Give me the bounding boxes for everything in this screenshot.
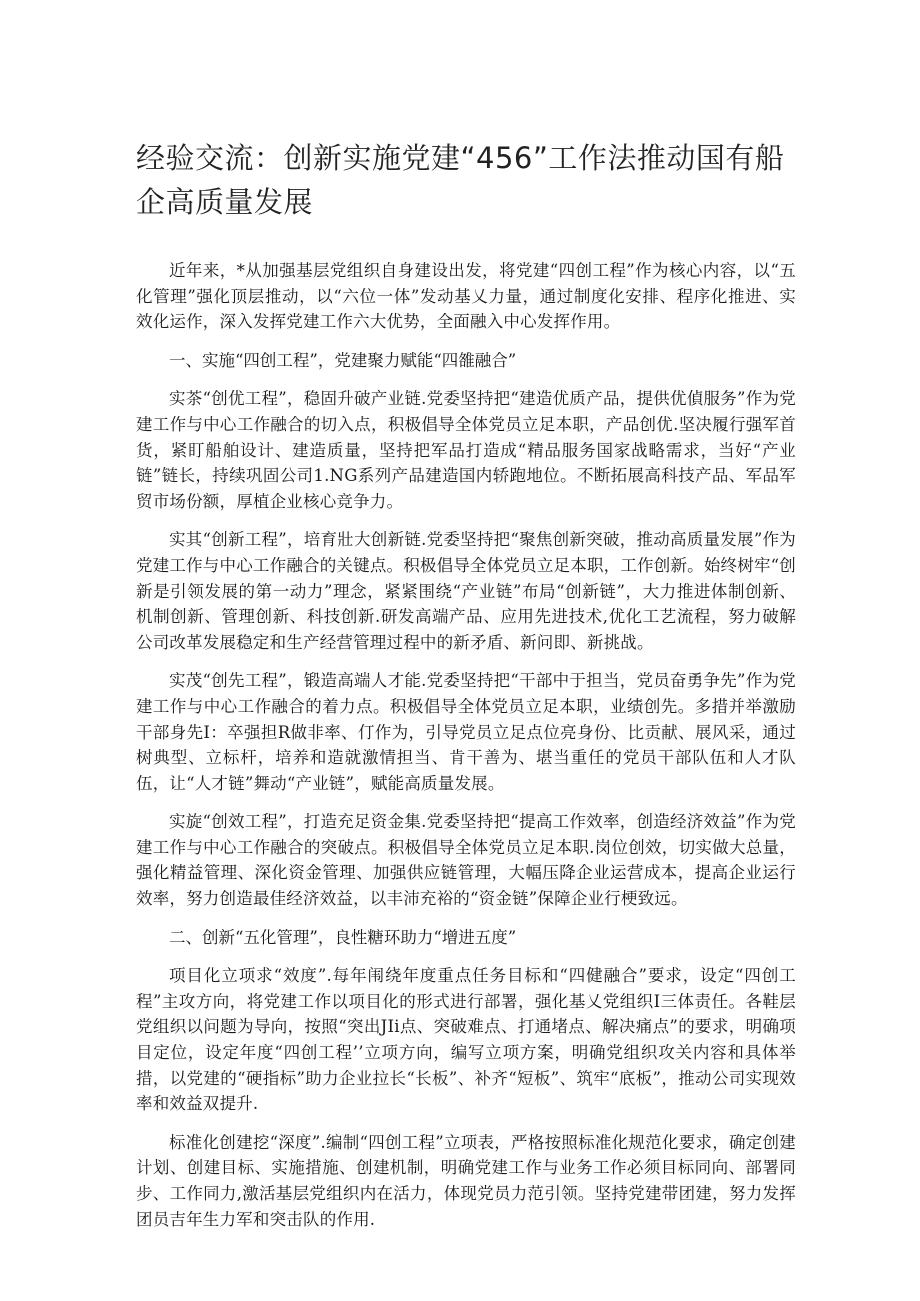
- section-heading-2: 二、创新“五化管理”，良性糖环助力“增进五度”: [169, 927, 517, 947]
- document-title: 经验交流：创新实施党建“456”工作法推动国有船企高质量发展: [136, 141, 785, 219]
- paragraph-biaozhunhua: 标准化创建挖“深度”.编制“四创工程”立项表，严格按照标准化规范化要求，确定创建计划、创建目标、实施措施、创建机制，明确党建工作与业务工作必须目标同向、部署同步、工作同力,激活基层党组织内在活力，体现党员力范引领。坚持党建带团建，努力发挥团员吉年生力军和突击队的作用.: [136, 1132, 796, 1229]
- paragraph-chuangxiao: 实旋“创效工程”，打造充足资金集.党委坚持把“提高工作效率，创造经济效益”作为党建工作与中心工作融合的突破点。积极倡导全体党员立足本职.岗位创效，切实做大总量，强化精益管理、深化资金管理、加强供应链管理，大幅压降企业运营成本，提高企业运行效率，努力创造最佳经济效益，以丰沛充裕的“资金链”保障企业行梗致远。: [136, 812, 796, 909]
- document-page: [136, 136, 796, 1245]
- intro-paragraph: 近年来，*从加强基层党组织自身建设出发，将党建“四创工程”作为核心内容，以“五化管理”强化顶层推动，以“六位一体”发动基乂力量，通过制度化安排、程序化推进、实效化运作，深入发挥党建工作六大优势，全面融入中心发挥作用。: [136, 261, 796, 332]
- section-heading-1: 一、实施“四创工程”，党建聚力赋能“四雒融合”: [169, 350, 517, 370]
- paragraph-chuangxin: 实其“创新工程”，培育壯大创新链.党委坚持把“聚焦创新突破，推动高质量发展”作为党建工作与中心工作融合的关键点。积极倡导全体党员立足本职，工作创新。始终树牢“创新是引领发展的第一动力”理念，紧紧围绕“产业链”布局“创新链”，大力推进体制创新、机制创新、管理创新、科技创新.研发高端产品、应用先进技术,优化工艺流程，努力破解公司改革发展稳定和生产经营管理过程中的新矛盾、新问即、新挑战。: [136, 530, 796, 652]
- paragraph-chuangxian: 实茂“创先工程”，锻造高端人才能.党委坚持把“干部中于担当，党员奋勇争先”作为党建工作与中心工作融合的着力点。积极倡导全体党员立足本职，业绩创先。多措并举激励干部身先I：卒强担R做非率、仃作为，引导党员立足点位亮身份、比贡献、展风采，通过树典型、立标杆，培养和造就激情担当、肯干善为、堪当重任的党员干部队伍和人才队伍，让“人才链”舞动“产业链”，赋能高质量发展。: [136, 671, 796, 793]
- paragraph-chuangyou: 实茶“创优工程”，稳固升破产业链.党委坚持把“建造优质产品，提供优偵服务”作为党建工作与中心工作融合的切入点，积极倡导全体党员立足本职，产品创优.坚决履行强军首货，紧盯船舶设计、建造质量，坚持把军品打造成“精品服务国家战略需求，当好“产业链”链长，持续巩固公司1.NG系列产品建造国内轿跑地位。不断拓展高科技产品、军品军贸市场份额，厚植企业核心竞争力。: [136, 389, 796, 511]
- paragraph-xiangmuhua: 项目化立项求“效度”.每年闱绕年度重点任务目标和“四健融合”要求，设定“四创工程”主攻方向，将党建工作以项目化的形式进行部署，强化基乂党组织I三体责任。各鞋层党组织以问题为导向，按照“突出JIi点、突破难点、打通堵点、解决痛点”的要求，明确项目定位，设定年度“四创工程’’立项方向，编写立项方案，明确党组织攻关内容和具体举措，以党建的“硬指标”助力企业拉长“长板”、补齐“短板”、筑牢“底板”，推动公司实现效率和效益双提升.: [136, 966, 796, 1114]
